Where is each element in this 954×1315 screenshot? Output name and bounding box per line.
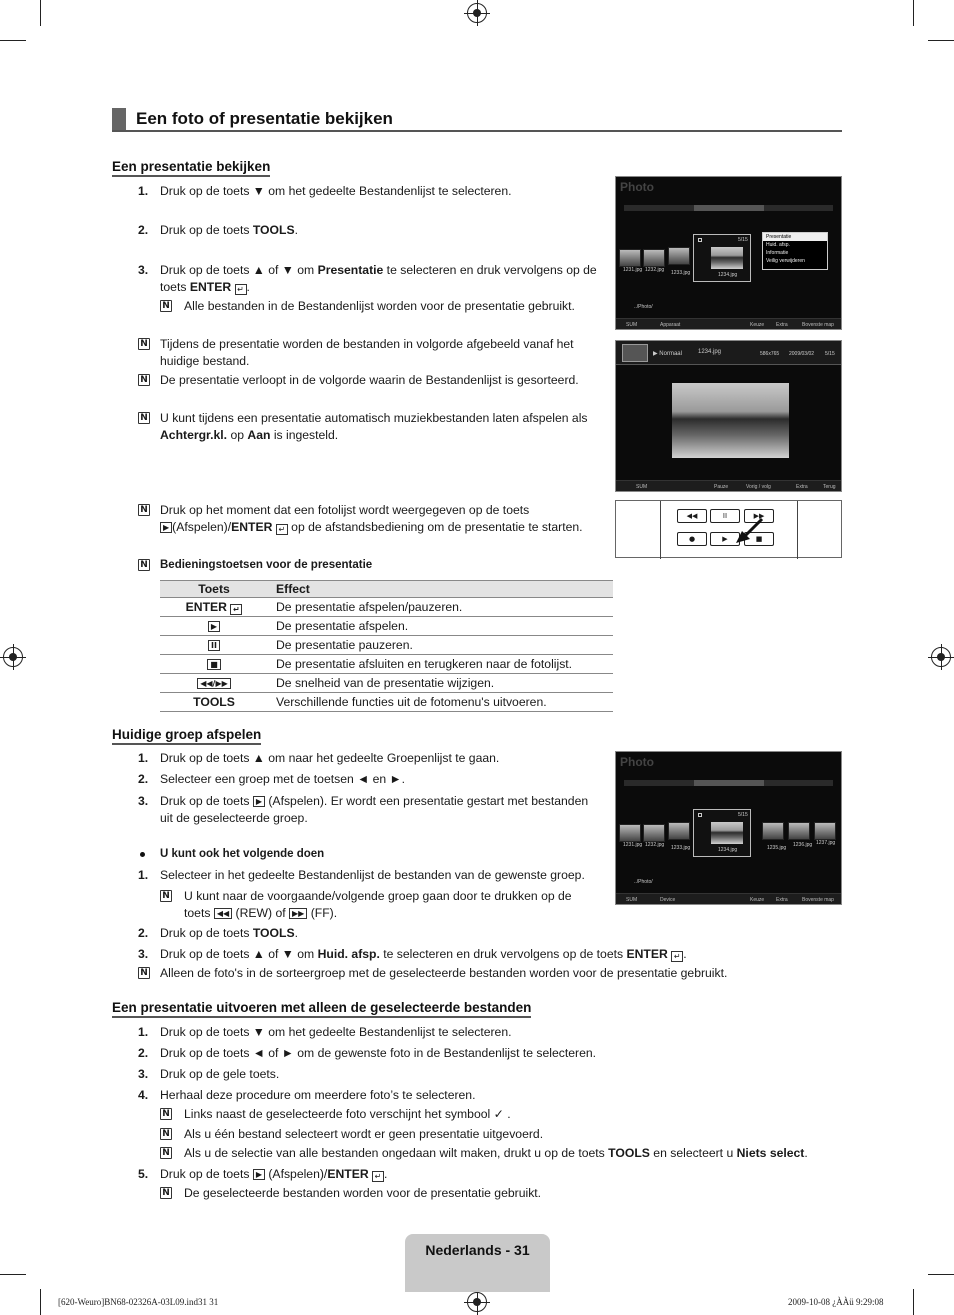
- table-cell-key: TOOLS: [160, 693, 268, 712]
- page-title: Een foto of presentatie bekijken: [136, 109, 393, 128]
- table-cell-effect: De presentatie afspelen.: [268, 617, 613, 636]
- step-number: 3.: [138, 263, 149, 277]
- note-text: U kunt naar de voorgaande/volgende groep gaan door te drukken op de toets ◀◀ (REW) of ▶▶ (FF).: [184, 889, 572, 920]
- table-row: [160, 655, 613, 674]
- step-text: Druk op de toets ▶ (Afspelen)/ENTER ↵ .: [160, 1167, 388, 1181]
- photo-thumb: [643, 249, 665, 267]
- folder-path: ../Photo/: [634, 879, 653, 885]
- tools-menu: [762, 232, 828, 270]
- thumb-label: 1231.jpg: [623, 842, 643, 848]
- ff-button-icon: ▶▶: [744, 509, 774, 523]
- thumb-label: 1236.jpg: [793, 842, 813, 848]
- note-icon: N: [138, 967, 150, 979]
- pause-key-icon: II: [208, 640, 220, 651]
- play-key-icon: ▶: [253, 796, 265, 807]
- step-text: Druk op de toets ◄ of ► om de gewenste foto in de Bestandenlijst te selecteren.: [160, 1046, 597, 1060]
- crop-mark: [913, 0, 914, 26]
- selected-photo: [693, 809, 751, 857]
- ff-key-icon: ▶▶: [289, 908, 307, 919]
- crop-mark: [40, 1289, 41, 1315]
- table-cell-key: [160, 636, 268, 655]
- note-text: U kunt tijdens een presentatie automatisch muziekbestanden laten afspelen als Achtergr.kl. op Aan is ingesteld.: [160, 411, 588, 442]
- table-cell-key: [160, 674, 268, 693]
- table-row: [160, 693, 613, 712]
- table-cell-effect: De presentatie afsluiten en terugkeren naar de fotolijst.: [268, 655, 613, 674]
- pause-button-icon: II: [710, 509, 740, 523]
- stop-key-icon: ■: [207, 659, 221, 670]
- page-number-tab: [405, 1234, 550, 1292]
- screen-footer: SUM Device Keuze Extra Bovenste map: [616, 893, 841, 904]
- note-icon: N: [138, 559, 150, 571]
- photo-thumb: [643, 824, 665, 842]
- note-text: Druk op het moment dat een fotolijst wordt weergegeven op de toets ▶ (Afspelen)/ENTER ↵ op de afstandsbediening om de presentatie te starten.: [160, 503, 583, 534]
- group-bar: [624, 780, 833, 786]
- thumb-label: 1233.jpg: [671, 270, 691, 276]
- rew-ff-key-icon: ◀◀/▶▶: [197, 678, 231, 689]
- crop-mark: [928, 40, 954, 41]
- controls-table: [160, 580, 613, 712]
- enter-icon: ↵: [372, 1171, 384, 1182]
- thumb-label: 1237.jpg: [816, 840, 836, 846]
- folder-path: ../Photo/: [634, 304, 653, 310]
- step-number: 1.: [138, 184, 149, 198]
- photo-date: 2009/03/02: [789, 351, 815, 357]
- photo-thumb: [619, 824, 641, 842]
- bullet-text: U kunt ook het volgende doen: [160, 848, 325, 860]
- remote-control-illustration: [615, 500, 842, 558]
- section-heading-selected-files: Een presentatie uitvoeren met alleen de geselecteerde bestanden: [112, 1000, 531, 1015]
- note-icon: N: [160, 1128, 172, 1140]
- photo-filename: 1234.jpg: [698, 349, 722, 355]
- photo-filename: 1234.jpg: [718, 272, 738, 278]
- photo-mode-icon: [622, 344, 648, 362]
- table-cell-effect: De presentatie pauzeren.: [268, 636, 613, 655]
- note-text: Tijdens de presentatie worden de bestanden in volgorde afgebeeld vanaf het huidige bestand.: [160, 337, 574, 368]
- note-icon: N: [160, 1108, 172, 1120]
- step-text: Herhaal deze procedure om meerdere foto’s te selecteren.: [160, 1088, 476, 1102]
- menu-item-huid-afsp[interactable]: Huid. afsp.: [766, 242, 790, 248]
- enter-icon: ↵: [671, 951, 683, 962]
- note-icon: N: [160, 300, 172, 312]
- step-text: Druk op de toets TOOLS.: [160, 926, 298, 940]
- record-button-icon: ●: [677, 532, 707, 546]
- crop-mark: [928, 1274, 954, 1275]
- photo-thumb: [668, 247, 690, 265]
- table-cell-key: [160, 655, 268, 674]
- photo-counter: 5/15: [738, 812, 748, 818]
- crop-mark: [40, 0, 41, 26]
- step-number: 2.: [138, 223, 149, 237]
- table-cell-key: ENTER ↵: [160, 598, 268, 617]
- step-text: Druk op de toets ▼ om het gedeelte Bestandenlijst te selecteren.: [160, 1025, 512, 1039]
- note-text: Als u één bestand selecteert wordt er geen presentatie uitgevoerd.: [184, 1127, 544, 1141]
- enter-icon: ↵: [235, 284, 247, 295]
- photo-thumb: [788, 822, 810, 840]
- menu-item-informatie[interactable]: Informatie: [766, 250, 789, 256]
- thumb-label: 1233.jpg: [671, 845, 691, 851]
- step-number: 2.: [138, 772, 149, 786]
- section-heading-presentation: Een presentatie bekijken: [112, 159, 270, 174]
- screen-label: Photo: [620, 755, 654, 769]
- pointer-arrow-icon: [734, 517, 764, 545]
- selected-photo: [693, 234, 751, 282]
- checkmark-icon: ✓: [493, 1107, 504, 1121]
- step-text: Druk op de toets TOOLS.: [160, 223, 298, 237]
- note-text: Als u de selectie van alle bestanden ongedaan wilt maken, drukt u op de toets TOOLS en selecteert u Niets select.: [184, 1146, 808, 1160]
- thumb-label: 1232.jpg: [645, 267, 665, 273]
- note-text: De presentatie verloopt in de volgorde waarin de Bestandenlijst is gesorteerd.: [160, 373, 579, 387]
- step-number: 1.: [138, 868, 149, 882]
- thumb-label: 1235.jpg: [767, 845, 787, 851]
- note-text: Alleen de foto's in de sorteergroep met de geselecteerde bestanden worden voor de presentatie gebruikt.: [160, 966, 728, 980]
- thumb-label: 1232.jpg: [645, 842, 665, 848]
- tv-screenshot-photo-group: [615, 751, 842, 905]
- registration-mark-icon: [3, 647, 23, 667]
- step-number: 3.: [138, 794, 149, 808]
- screen-label: Photo: [620, 180, 654, 194]
- table-cell-effect: De snelheid van de presentatie wijzigen.: [268, 674, 613, 693]
- photo-thumb: [814, 822, 836, 840]
- registration-mark-icon: [467, 1292, 487, 1312]
- tv-screenshot-slideshow: [615, 340, 842, 492]
- note-icon: N: [160, 890, 172, 902]
- note-text: De geselecteerde bestanden worden voor de presentatie gebruikt.: [184, 1186, 542, 1200]
- step-text: Druk op de toets ▼ om het gedeelte Bestandenlijst te selecteren.: [160, 184, 512, 198]
- page-title-bar: [112, 108, 842, 132]
- crop-mark: [0, 1274, 26, 1275]
- play-key-icon: ▶: [253, 1169, 265, 1180]
- crop-mark: [0, 40, 26, 41]
- step-number: 3.: [138, 1067, 149, 1081]
- stop-button-icon: ■: [744, 532, 774, 546]
- menu-item-presentatie[interactable]: Presentatie: [763, 233, 827, 241]
- step-text: Druk op de gele toets.: [160, 1067, 280, 1081]
- photo-resolution: 586x765: [760, 351, 780, 357]
- group-bar: [624, 205, 833, 211]
- table-header: Toets: [160, 581, 268, 598]
- note-icon: N: [138, 412, 150, 424]
- photo-counter: 5/15: [738, 237, 748, 243]
- enter-icon: ↵: [276, 524, 288, 535]
- step-text: Selecteer een groep met de toetsen ◄ en ►.: [160, 772, 405, 786]
- screen-footer: SUM Pauze Vorig / volg Extra Terug: [616, 480, 841, 491]
- note-icon: N: [138, 338, 150, 350]
- note-text: Alle bestanden in de Bestandenlijst worden voor de presentatie gebruikt.: [184, 299, 575, 313]
- registration-mark-icon: [467, 3, 487, 23]
- photo-thumbnail: [711, 822, 743, 844]
- print-imprint-right: 2009-10-08 ¿ÀÀü 9:29:08: [788, 1297, 884, 1307]
- table-cell-key: [160, 617, 268, 636]
- photo-counter: 5/15: [825, 351, 835, 357]
- step-text: Druk op de toets ▲ om naar het gedeelte Groepenlijst te gaan.: [160, 751, 500, 765]
- table-cell-effect: Verschillende functies uit de fotomenu's uitvoeren.: [268, 693, 613, 712]
- play-button-icon: ▶: [710, 532, 740, 546]
- step-text: Druk op de toets ▶ (Afspelen). Er wordt een presentatie gestart met bestanden uit de geselecteerde groep.: [160, 794, 589, 825]
- enter-icon: ↵: [230, 604, 242, 615]
- step-text: Selecteer in het gedeelte Bestandenlijst de bestanden van de gewenste groep.: [160, 868, 585, 882]
- table-row: [160, 598, 613, 617]
- note-icon: N: [138, 374, 150, 386]
- title-marker: [112, 108, 126, 130]
- step-number: 1.: [138, 751, 149, 765]
- table-row: [160, 617, 613, 636]
- play-status: ▶ Normaal: [653, 351, 682, 357]
- table-row: [160, 636, 613, 655]
- step-number: 2.: [138, 1046, 149, 1060]
- rew-key-icon: ◀◀: [214, 908, 232, 919]
- thumb-label: 1231.jpg: [623, 267, 643, 273]
- step-number: 1.: [138, 1025, 149, 1039]
- step-number: 3.: [138, 947, 149, 961]
- step-number: 2.: [138, 926, 149, 940]
- table-row: [160, 674, 613, 693]
- step-text: Druk op de toets ▲ of ▼ om Huid. afsp. te selecteren en druk vervolgens op de toets ENTER ↵ .: [160, 947, 687, 961]
- photo-thumbnail: [711, 247, 743, 269]
- slideshow-photo: [672, 383, 789, 458]
- note-icon: N: [138, 504, 150, 516]
- tv-screenshot-photo-list: [615, 176, 842, 330]
- bullet-icon: [140, 852, 145, 857]
- step-text: Druk op de toets ▲ of ▼ om Presentatie te selecteren en druk vervolgens op de toets ENTER ↵ .: [160, 263, 597, 294]
- note-icon: N: [160, 1147, 172, 1159]
- page-number: Nederlands - 31: [425, 1242, 530, 1258]
- photo-filename: 1234.jpg: [718, 847, 738, 853]
- play-key-icon: ▶: [208, 621, 220, 632]
- play-key-icon: ▶: [160, 522, 172, 533]
- table-cell-effect: De presentatie afspelen/pauzeren.: [268, 598, 613, 617]
- photo-thumb: [668, 822, 690, 840]
- screen-footer: SUM Apparaat Keuze Extra Bovenste map: [616, 318, 841, 329]
- rew-button-icon: ◀◀: [677, 509, 707, 523]
- photo-thumb: [762, 822, 784, 840]
- print-imprint-left: [620-Weuro]BN68-02326A-03L09.ind31 31: [58, 1297, 219, 1307]
- crop-mark: [913, 1289, 914, 1315]
- section-heading-current-group: Huidige groep afspelen: [112, 727, 261, 742]
- step-number: 4.: [138, 1088, 149, 1102]
- note-text: Links naast de geselecteerde foto verschijnt het symbool ✓ .: [184, 1107, 511, 1121]
- step-number: 5.: [138, 1167, 149, 1181]
- photo-thumb: [619, 249, 641, 267]
- table-header: Effect: [268, 581, 613, 598]
- menu-item-veilig-verwijderen[interactable]: Veilig verwijderen: [766, 258, 805, 264]
- controls-heading: Bedieningstoetsen voor de presentatie: [160, 559, 373, 571]
- note-icon: N: [160, 1187, 172, 1199]
- table-header-row: [160, 581, 613, 598]
- registration-mark-icon: [931, 647, 951, 667]
